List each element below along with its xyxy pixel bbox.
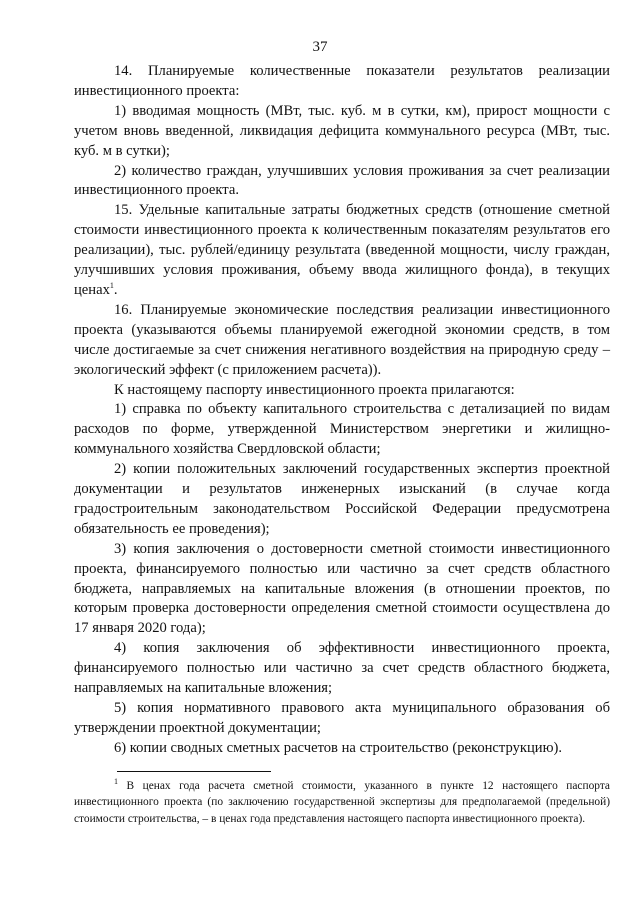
attachments-intro: К настоящему паспорту инвестиционного проекта прилагаются: <box>114 381 515 398</box>
document-body <box>74 62 610 759</box>
paragraph-15-text: 15. Удельные капитальные затраты бюджетных средств (отношение сметной стоимости инвестиционного проекта к количественным показателям результатов его реализации), тыс. рублей/единицу результата (введенной мощности, числу граждан, улучшивших условия проживания, объему ввода жилищного фонда), в текущих ценах <box>74 202 610 298</box>
paragraph-14-item-2: 2) количество граждан, улучшивших условия проживания за счет реализации инвестиционного проекта. <box>74 162 610 199</box>
paragraph-15-end: . <box>113 281 118 298</box>
footnote <box>74 778 610 827</box>
footnote-separator <box>117 771 271 772</box>
paragraph-14-item-1: 1) вводимая мощность (МВт, тыс. куб. м в сутки, км), прирост мощности с учетом вновь введенной, ликвидация дефицита коммунального ресурса (МВт, тыс. куб. м в сутки); <box>74 102 610 159</box>
attachment-item-4: 4) копия заключения об эффективности инвестиционного проекта, финансируемого полностью или частично за счет средств областного бюджета, направляемых на капитальные вложения; <box>74 640 610 697</box>
footnote-marker: 1 <box>114 777 118 787</box>
attachment-item-1: 1) справка по объекту капитального строительства с детализацией по видам расходов по форме, утвержденной Министерством энергетики и жилищно-коммунального хозяйства Свердловской области; <box>74 401 610 458</box>
paragraph-14: 14. Планируемые количественные показатели результатов реализации инвестиционного проекта: <box>74 63 610 99</box>
footnote-reference[interactable]: 1 <box>109 281 114 291</box>
paragraph-16: 16. Планируемые экономические последствия реализации инвестиционного проекта (указываются объемы планируемой ежегодной экономии средств, в том числе достигаемые за счет снижения негативного воздействия на природную среду – экологический эффект (с приложением расчета)). <box>74 301 610 378</box>
footnote-text: В ценах года расчета сметной стоимости, указанного в пункте 12 настоящего паспорта инвестиционного проекта (по заключению государственной экспертизы для предполагаемой (предельной) стоимости строительства, – в ценах года представления настоящего паспорта инвестиционного проекта). <box>74 780 610 825</box>
attachment-item-6: 6) копии сводных сметных расчетов на строительство (реконструкцию). <box>114 739 562 756</box>
paragraph-15 <box>74 201 610 301</box>
attachment-item-3: 3) копия заключения о достоверности сметной стоимости инвестиционного проекта, финансируемого полностью или частично за счет средств областного бюджета, направляемых на капитальные вложения (в отношении проектов, по которым проверка достоверности определения сметной стоимости осуществлена до 17 января 2020 года); <box>74 540 610 637</box>
attachment-item-2: 2) копии положительных заключений государственных экспертиз проектной документации и результатов инженерных изысканий (в случае когда градостроительным законодательством Российской Федерации предусмотрена обязательность ее проведения); <box>74 461 610 537</box>
page-number: 37 <box>312 39 328 55</box>
attachment-item-5: 5) копия нормативного правового акта муниципального образования об утверждении проектной документации; <box>74 700 610 736</box>
